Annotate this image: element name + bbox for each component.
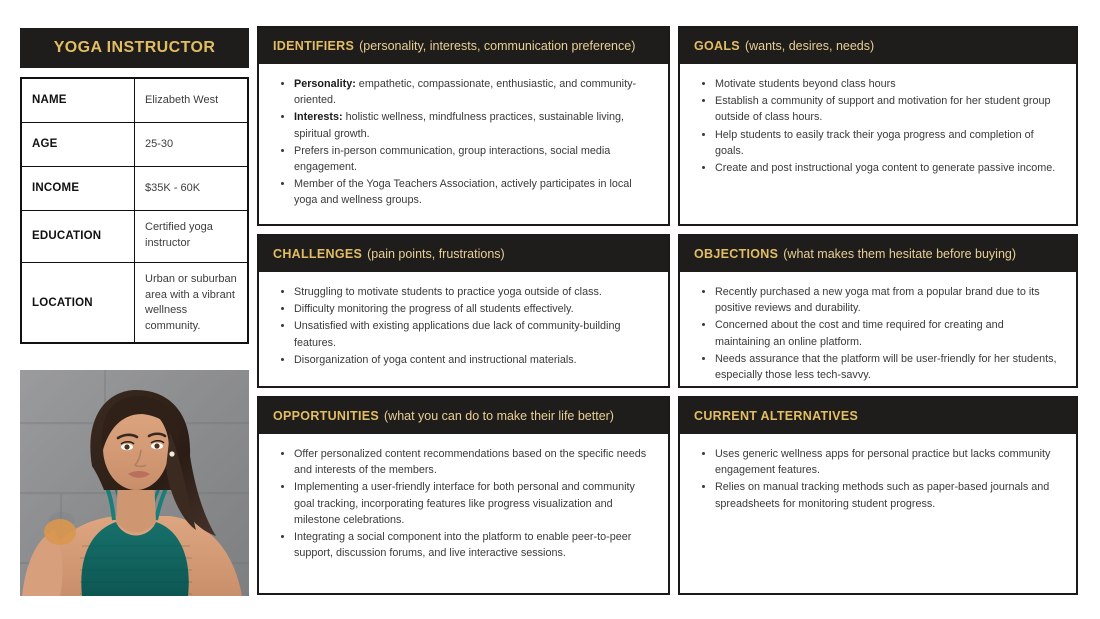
bullet-text: empathetic, compassionate, enthusiastic, and community-oriented.: [294, 78, 637, 107]
bullet-list-challenges: [275, 284, 652, 368]
attribute-value-age: 25-30: [135, 123, 249, 167]
panel-body-opportunities: [259, 434, 668, 572]
attribute-key-age: AGE: [21, 123, 135, 167]
attribute-key-income: INCOME: [21, 167, 135, 211]
panel-header-goals: [680, 28, 1076, 64]
bullet-text: Integrating a social component into the platform to enable peer-to-peer support, discussion forums, and live interactive sessions.: [294, 530, 632, 560]
bullet-lead: Personality:: [294, 78, 356, 90]
list-item: [291, 479, 652, 528]
list-item: [712, 127, 1060, 159]
table-row: [21, 211, 248, 263]
list-item: [291, 446, 652, 478]
panel-title: CURRENT ALTERNATIVES: [694, 409, 859, 423]
panel-body-goals: [680, 64, 1076, 187]
list-item: [291, 176, 652, 208]
attribute-key-location: LOCATION: [21, 263, 135, 344]
panel-header-alternatives: [680, 398, 1076, 434]
attribute-key-name: NAME: [21, 78, 135, 123]
bullet-text: Needs assurance that the platform will be user-friendly for her students, especially those less tech-savvy.: [715, 352, 1057, 381]
persona-attributes-table: [20, 77, 249, 344]
panel-opportunities: [257, 396, 670, 595]
panel-title: GOALS: [694, 39, 740, 53]
table-row: [21, 123, 248, 167]
bullet-text: Unsatisfied with existing applications due lack of community-building features.: [294, 320, 621, 349]
list-item: [712, 76, 1060, 92]
persona-panels-grid: [257, 26, 1078, 595]
bullet-list-alternatives: [696, 446, 1060, 512]
bullet-text: Difficulty monitoring the progress of all students effectively.: [294, 303, 574, 316]
bullet-text: Implementing a user-friendly interface for both personal and community goal tracking, incorporating features like progress visualization and milestone celebrations.: [294, 481, 635, 526]
bullet-text: Help students to easily track their yoga progress and completion of goals.: [715, 128, 1034, 157]
table-row: [21, 167, 248, 211]
portrait-illustration: [20, 370, 249, 596]
panel-title: OPPORTUNITIES: [273, 409, 379, 423]
list-item: [712, 446, 1060, 478]
list-item: [291, 284, 652, 300]
page-title: [20, 28, 249, 68]
list-item: [712, 479, 1060, 511]
panel-subtitle: (what makes them hesitate before buying): [783, 247, 1017, 261]
attribute-value-education: Certified yoga instructor: [135, 211, 249, 263]
list-item: [712, 93, 1060, 125]
list-item: [291, 529, 652, 561]
table-row: [21, 263, 248, 344]
panel-title: CHALLENGES: [273, 247, 363, 261]
panel-goals: [678, 26, 1078, 226]
panel-challenges: [257, 234, 670, 388]
list-item: [291, 301, 652, 317]
bullet-text: holistic wellness, mindfulness practices, sustainable living, spiritual growth.: [294, 111, 625, 140]
bullet-text: Prefers in-person communication, group interactions, social media engagement.: [294, 144, 611, 173]
panel-body-challenges: [259, 272, 668, 379]
bullet-text: Establish a community of support and motivation for her student group outside of class hours.: [715, 95, 1051, 124]
table-row: [21, 78, 248, 123]
panel-header-identifiers: [259, 28, 668, 64]
panel-body-identifiers: [259, 64, 668, 220]
bullet-text: Motivate students beyond class hours: [715, 78, 896, 90]
panel-subtitle: (what you can do to make their life better): [384, 409, 614, 423]
bullet-list-goals: [696, 76, 1060, 176]
panel-header-opportunities: [259, 398, 668, 434]
bullet-list-identifiers: [275, 76, 652, 209]
bullet-list-opportunities: [275, 446, 652, 561]
list-item: [291, 318, 652, 350]
attribute-value-income: $35K - 60K: [135, 167, 249, 211]
bullet-text: Offer personalized content recommendations based on the specific needs and interests of the members.: [294, 448, 647, 477]
panel-identifiers: [257, 26, 670, 226]
bullet-text: Disorganization of yoga content and instructional materials.: [294, 353, 577, 366]
list-item: [291, 352, 652, 368]
attributes-body: [21, 78, 248, 343]
bullet-list-objections: [696, 284, 1060, 383]
panel-subtitle: (wants, desires, needs): [744, 39, 875, 53]
bullet-text: Member of the Yoga Teachers Association, actively participates in local yoga and wellness groups.: [294, 178, 632, 207]
bullet-text: Concerned about the cost and time required for creating and maintaining an online platform.: [715, 319, 1004, 348]
list-item: [712, 317, 1060, 349]
panel-subtitle: (personality, interests, communication preference): [359, 39, 636, 53]
persona-title-text: YOGA INSTRUCTOR: [53, 39, 216, 56]
bullet-text: Uses generic wellness apps for personal practice but lacks community engagement features.: [715, 448, 1051, 477]
panel-header-challenges: [259, 236, 668, 272]
panel-body-objections: [680, 272, 1076, 388]
bullet-text: Recently purchased a new yoga mat from a popular brand due to its positive reviews and durability.: [715, 286, 1040, 315]
panel-title: OBJECTIONS: [694, 247, 779, 261]
panel-body-alternatives: [680, 434, 1076, 523]
panel-title: IDENTIFIERS: [273, 39, 355, 53]
attribute-value-name: Elizabeth West: [135, 78, 249, 123]
panel-subtitle: (pain points, frustrations): [367, 247, 505, 261]
panel-header-objections: [680, 236, 1076, 272]
list-item: [291, 143, 652, 175]
attribute-value-location: Urban or suburban area with a vibrant wellness community.: [135, 263, 249, 344]
bullet-text: Relies on manual tracking methods such as paper-based journals and spreadsheets for monitoring student progress.: [715, 481, 1050, 510]
persona-summary-column: [20, 28, 249, 344]
list-item: [291, 76, 652, 108]
list-item: [712, 351, 1060, 383]
list-item: [712, 160, 1060, 176]
bullet-text: Struggling to motivate students to practice yoga outside of class.: [294, 286, 602, 298]
panel-objections: [678, 234, 1078, 388]
list-item: [712, 284, 1060, 316]
attribute-key-education: EDUCATION: [21, 211, 135, 263]
bullet-lead: Interests:: [294, 111, 343, 124]
panel-current-alternatives: [678, 396, 1078, 595]
bullet-text: Create and post instructional yoga content to generate passive income.: [715, 161, 1056, 174]
list-item: [291, 109, 652, 141]
persona-photo: [20, 370, 249, 596]
